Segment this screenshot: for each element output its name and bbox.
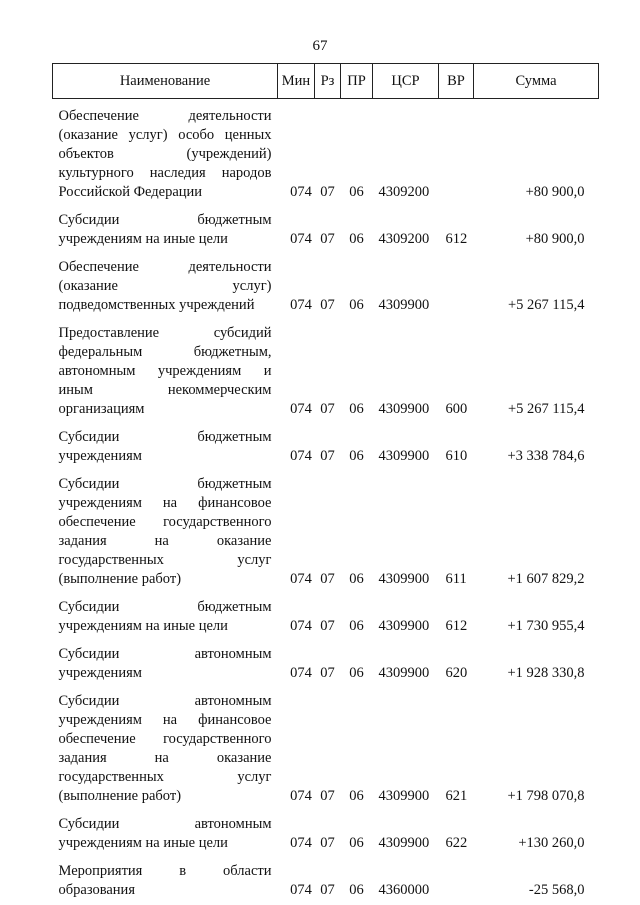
cell-rz: 07: [320, 571, 335, 587]
cell-csr: 4360000: [378, 882, 430, 898]
cell-sum: +3 338 784,6: [507, 448, 585, 464]
cell-min: 074: [290, 882, 312, 898]
cell-min: 074: [290, 231, 312, 247]
cell-rz: 07: [320, 184, 335, 200]
cell-name: Обеспечение деятельности (оказание услуг) особо ценных объектов (учреждений) культурного наследия народов Российской Федерации: [58, 108, 272, 200]
cell-name: Субсидии бюджетным учреждениям: [58, 429, 272, 464]
cell-rz: 07: [320, 665, 335, 681]
cell-pr: 06: [349, 788, 364, 804]
cell-name: Субсидии бюджетным учреждениям на финансовое обеспечение государственного задания на оказание государственных услуг (выполнение работ): [58, 476, 272, 587]
header-min: Мин: [278, 64, 315, 99]
cell-name: Субсидии автономным учреждениям на финансовое обеспечение государственного задания на оказание государственных услуг (выполнение работ): [58, 693, 272, 804]
cell-pr: 06: [349, 401, 364, 417]
table-row: [53, 806, 599, 853]
table-row: [53, 853, 599, 900]
cell-sum: +1 730 955,4: [507, 618, 585, 634]
cell-sum: +1 798 070,8: [507, 788, 585, 804]
cell-vr: 622: [445, 835, 468, 851]
cell-rz: 07: [320, 788, 335, 804]
cell-csr: 4309200: [378, 231, 430, 247]
cell-csr: 4309900: [378, 788, 430, 804]
cell-csr: 4309900: [378, 665, 430, 681]
cell-sum: +80 900,0: [525, 231, 585, 247]
cell-csr: 4309200: [378, 184, 430, 200]
cell-vr: 612: [445, 618, 468, 634]
cell-min: 074: [290, 618, 312, 634]
cell-min: 074: [290, 401, 312, 417]
cell-min: 074: [290, 665, 312, 681]
cell-sum: +130 260,0: [518, 835, 585, 851]
cell-sum: +5 267 115,4: [507, 401, 585, 417]
cell-min: 074: [290, 835, 312, 851]
cell-rz: 07: [320, 882, 335, 898]
table-row: [53, 419, 599, 466]
cell-sum: +1 607 829,2: [507, 571, 585, 587]
cell-name: Обеспечение деятельности (оказание услуг) подведомственных учреждений: [58, 259, 272, 313]
cell-sum: +5 267 115,4: [507, 297, 585, 313]
cell-pr: 06: [349, 448, 364, 464]
cell-min: 074: [290, 297, 312, 313]
cell-vr: 600: [445, 401, 468, 417]
cell-sum: -25 568,0: [528, 882, 585, 898]
cell-min: 074: [290, 571, 312, 587]
cell-name: Мероприятия в области образования: [58, 863, 272, 898]
cell-min: 074: [290, 448, 312, 464]
cell-vr: [439, 99, 474, 203]
cell-min: 074: [290, 788, 312, 804]
table-row: [53, 589, 599, 636]
table-row: [53, 636, 599, 683]
header-sum: Сумма: [474, 64, 599, 99]
table-row: [53, 249, 599, 315]
table-body: [53, 99, 599, 901]
cell-csr: 4309900: [378, 297, 430, 313]
budget-table: [52, 63, 599, 900]
cell-rz: 07: [320, 231, 335, 247]
cell-name: Предоставление субсидий федеральным бюджетным, автономным учреждениям и иным некоммерческим организациям: [58, 325, 272, 417]
cell-csr: 4309900: [378, 835, 430, 851]
header-pr: ПР: [341, 64, 373, 99]
cell-vr: [439, 249, 474, 315]
header-name: Наименование: [53, 64, 278, 99]
cell-pr: 06: [349, 297, 364, 313]
table-row: [53, 315, 599, 419]
cell-pr: 06: [349, 665, 364, 681]
cell-pr: 06: [349, 571, 364, 587]
cell-name: Субсидии бюджетным учреждениям на иные цели: [58, 599, 272, 634]
cell-vr: 621: [445, 788, 468, 804]
header-rz: Рз: [315, 64, 341, 99]
cell-min: 074: [290, 184, 312, 200]
cell-pr: 06: [349, 231, 364, 247]
table-row: [53, 202, 599, 249]
header-vr: ВР: [439, 64, 474, 99]
table-row: [53, 466, 599, 589]
cell-name: Субсидии бюджетным учреждениям на иные цели: [58, 212, 272, 247]
cell-rz: 07: [320, 401, 335, 417]
table-row: [53, 683, 599, 806]
cell-sum: +80 900,0: [525, 184, 585, 200]
page-number: 67: [312, 38, 328, 54]
cell-vr: 612: [445, 231, 468, 247]
cell-vr: 620: [445, 665, 468, 681]
cell-rz: 07: [320, 448, 335, 464]
cell-pr: 06: [349, 882, 364, 898]
cell-vr: 610: [445, 448, 468, 464]
header-csr: ЦСР: [373, 64, 439, 99]
cell-sum: +1 928 330,8: [507, 665, 585, 681]
cell-csr: 4309900: [378, 571, 430, 587]
cell-csr: 4309900: [378, 618, 430, 634]
cell-rz: 07: [320, 297, 335, 313]
table-row: [53, 99, 599, 203]
cell-vr: 611: [445, 571, 467, 587]
table-header: [53, 64, 599, 99]
cell-pr: 06: [349, 835, 364, 851]
cell-pr: 06: [349, 184, 364, 200]
cell-csr: 4309900: [378, 448, 430, 464]
cell-rz: 07: [320, 835, 335, 851]
cell-vr: [439, 853, 474, 900]
cell-csr: 4309900: [378, 401, 430, 417]
cell-name: Субсидии автономным учреждениям: [58, 646, 272, 681]
cell-rz: 07: [320, 618, 335, 634]
cell-name: Субсидии автономным учреждениям на иные цели: [58, 816, 272, 851]
cell-pr: 06: [349, 618, 364, 634]
